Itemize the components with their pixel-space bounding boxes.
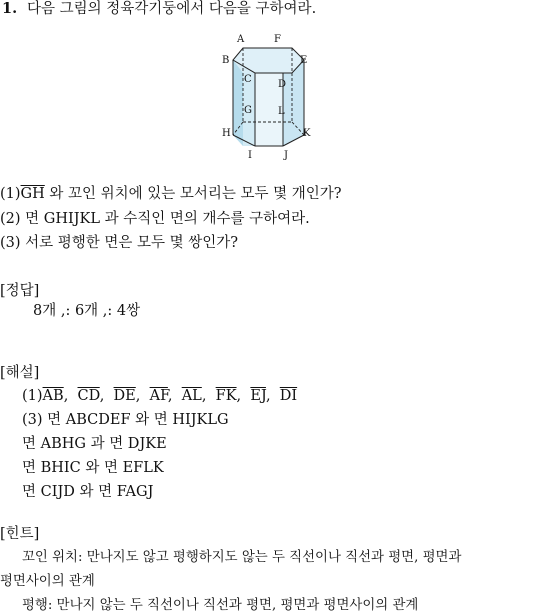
vertex-label-f: F [274, 34, 281, 45]
answer-heading: [정답] [0, 283, 40, 299]
sub-question-3: (3) 서로 평행한 면은 모두 몇 쌍인가? [0, 235, 239, 251]
sub-question-1-text: 와 꼬인 위치에 있는 모서리는 모두 몇 개인가? [49, 186, 342, 202]
vertex-label-b: B [222, 55, 230, 66]
explanation-line-1-prefix: (1) [22, 388, 43, 404]
explanation-line-4: 면 BHIC 와 면 EFLK [22, 460, 164, 476]
answer-text: 8개 ,: 6개 ,: 4쌍 [33, 303, 141, 319]
edge-item: $\overline{EJ}$ [250, 388, 266, 404]
sub-question-1-prefix: (1) [0, 186, 21, 202]
hexagonal-prism-figure [215, 30, 325, 160]
vertex-label-i: I [248, 150, 252, 160]
edge-item: $\overline{AF}$ [149, 388, 168, 404]
hint-heading: [힌트] [0, 526, 40, 542]
question-number: 1. [2, 0, 18, 17]
edge-item: $\overline{AB}$ [42, 388, 64, 404]
edge-item: $\overline{CD}$ [77, 388, 100, 404]
vertex-label-l: L [278, 106, 285, 117]
question-title: 다음 그림의 정육각기둥에서 다음을 구하여라. [27, 1, 317, 17]
edge-item: $\overline{AL}$ [181, 388, 202, 404]
edge-item: $\overline{DI}$ [279, 388, 298, 404]
vertex-label-c: C [244, 74, 252, 85]
face-left [233, 60, 243, 146]
sub-question-2: (2) 면 GHIJKL 과 수직인 면의 개수를 구하여라. [0, 211, 310, 227]
vertex-label-d: D [278, 79, 287, 90]
explanation-line-5: 면 CIJD 와 면 FAGJ [22, 484, 154, 500]
hint-line-1: 꼬인 위치: 만나지도 않고 평행하지도 않는 두 직선이나 직선과 평면, 평면과 [22, 550, 462, 565]
vertex-label-k: K [303, 128, 311, 139]
edge-item: $\overline{DE}$ [113, 388, 136, 404]
vertex-label-g: G [244, 105, 252, 116]
sub-question-1 [0, 185, 342, 203]
explanation-line-2: (3) 면 ABCDEF 와 면 HIJKLG [22, 412, 229, 428]
edge-gh: $\overline{GH}$ [20, 186, 45, 202]
explanation-heading: [해설] [0, 365, 40, 381]
vertex-label-a: A [237, 34, 245, 45]
vertex-label-j: J [284, 150, 289, 160]
explanation-line-1: $(1)\overline{AB}$, $\overline{CD}$, $\overline{DE}$, $\overline{AF}$, $\overline{AL}$, $\overline{FK}$, $\overline{EJ}$, $\overline{DI}$ [22, 388, 298, 404]
hint-line-2: 평면사이의 관계 [0, 574, 95, 589]
hint-line-3: 평행: 만나지 않는 두 직선이나 직선과 평면, 평면과 평면사이의 관계 [22, 598, 419, 613]
explanation-line-3: 면 ABHG 과 면 DJKE [22, 436, 167, 452]
edge-item: $\overline{FK}$ [215, 388, 237, 404]
vertex-label-e: E [300, 55, 308, 66]
vertex-label-h: H [222, 128, 231, 139]
